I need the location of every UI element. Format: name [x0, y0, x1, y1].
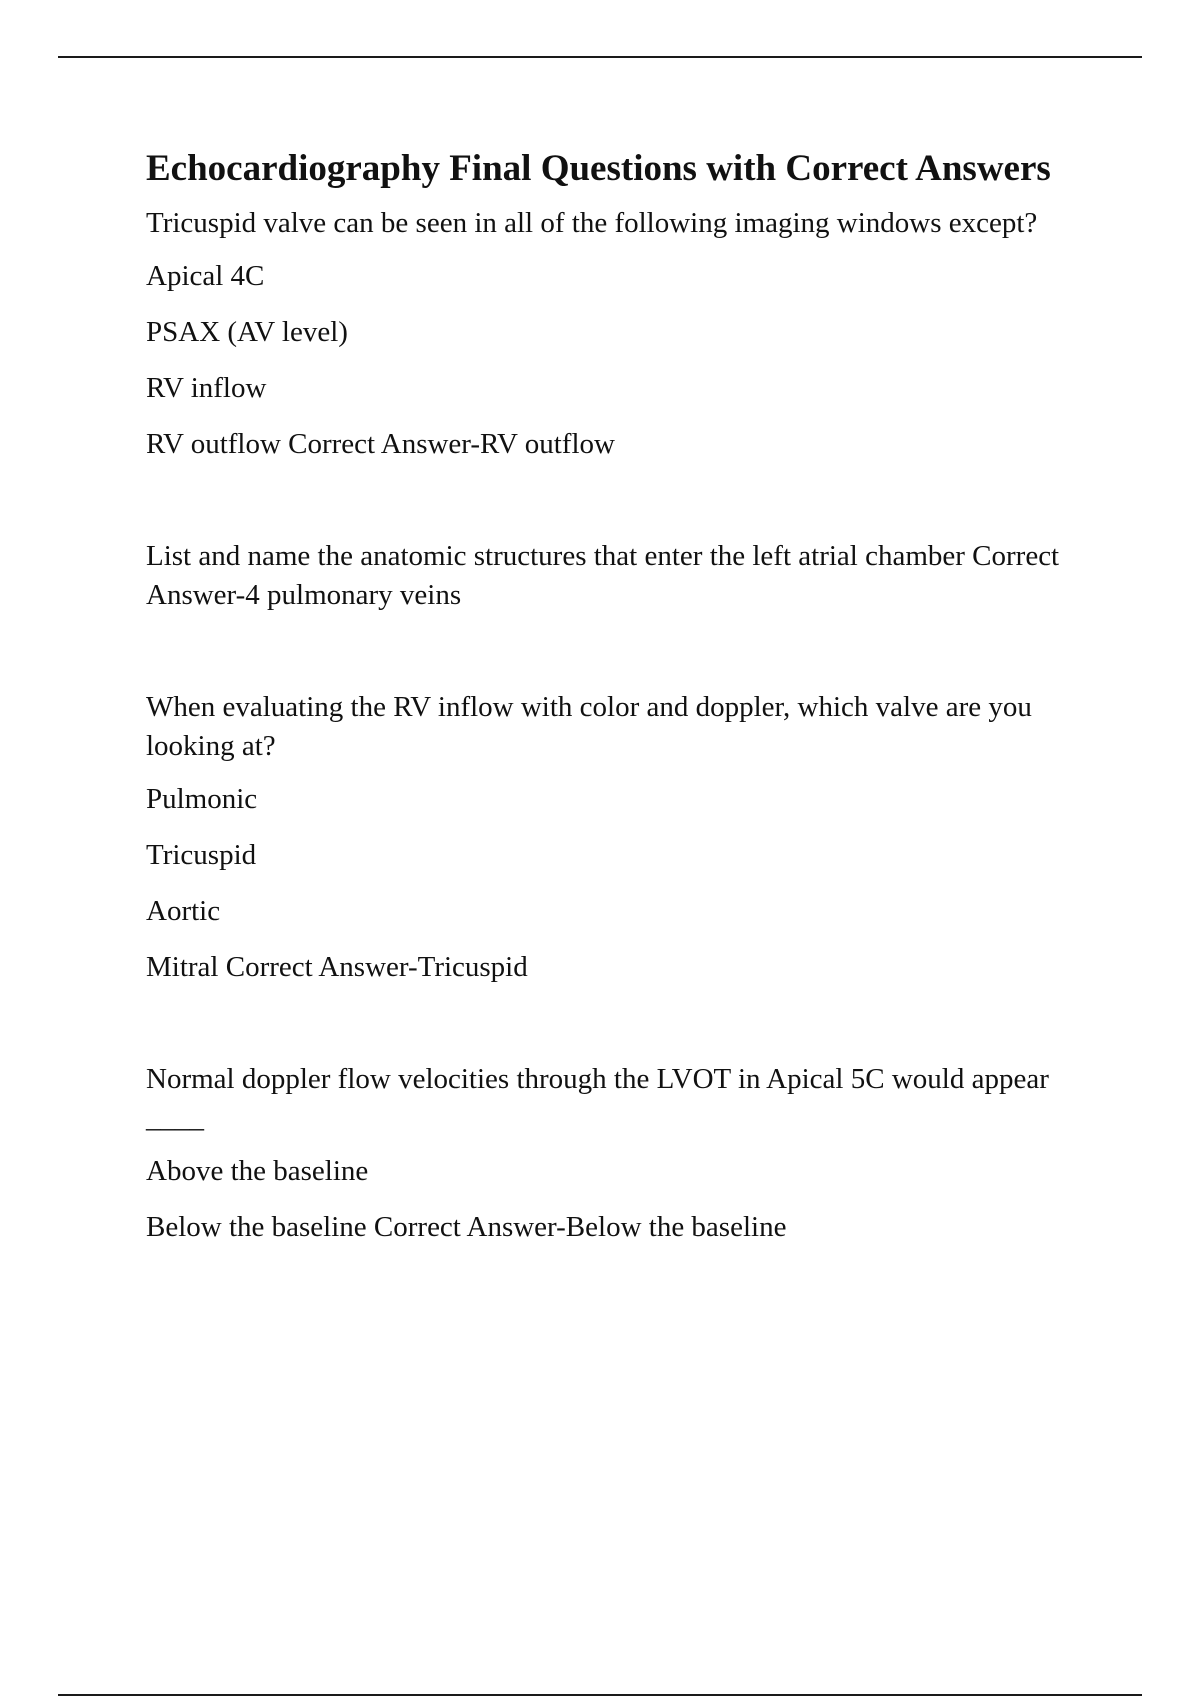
question-3 — [146, 688, 1106, 987]
question-prompt: When evaluating the RV inflow with color and doppler, which valve are you looking at? — [146, 691, 1032, 762]
question-1 — [146, 204, 1106, 464]
header-rule — [58, 56, 1142, 58]
footer-rule — [58, 1694, 1142, 1696]
question-spacer — [146, 987, 1106, 1060]
question-2 — [146, 537, 1106, 615]
answer-option: Tricuspid — [146, 839, 257, 871]
answer-option: PSAX (AV level) — [146, 316, 348, 348]
answer-option-with-correct-answer: Mitral Correct Answer-Tricuspid — [146, 951, 528, 983]
answer-option: Aortic — [146, 895, 221, 927]
question-prompt: Tricuspid valve can be seen in all of the following imaging windows except? — [146, 207, 1038, 239]
answer-option: RV inflow — [146, 372, 267, 404]
answer-option: Pulmonic — [146, 783, 258, 815]
document-title: Echocardiography Final Questions with Correct Answers — [146, 148, 1051, 189]
question-prompt-with-correct-answer: List and name the anatomic structures that enter the left atrial chamber Correct Answer-4 pulmonary veins — [146, 540, 1060, 611]
answer-option: Apical 4C — [146, 260, 265, 292]
answer-option-with-correct-answer: Below the baseline Correct Answer-Below the baseline — [146, 1211, 787, 1243]
question-spacer — [146, 464, 1106, 537]
answer-option: Above the baseline — [146, 1155, 369, 1187]
document-body — [146, 144, 1106, 1247]
question-prompt: Normal doppler flow velocities through the LVOT in Apical 5C would appear ____ — [146, 1063, 1049, 1134]
answer-option-with-correct-answer: RV outflow Correct Answer-RV outflow — [146, 428, 615, 460]
question-4 — [146, 1060, 1106, 1247]
question-spacer — [146, 615, 1106, 688]
